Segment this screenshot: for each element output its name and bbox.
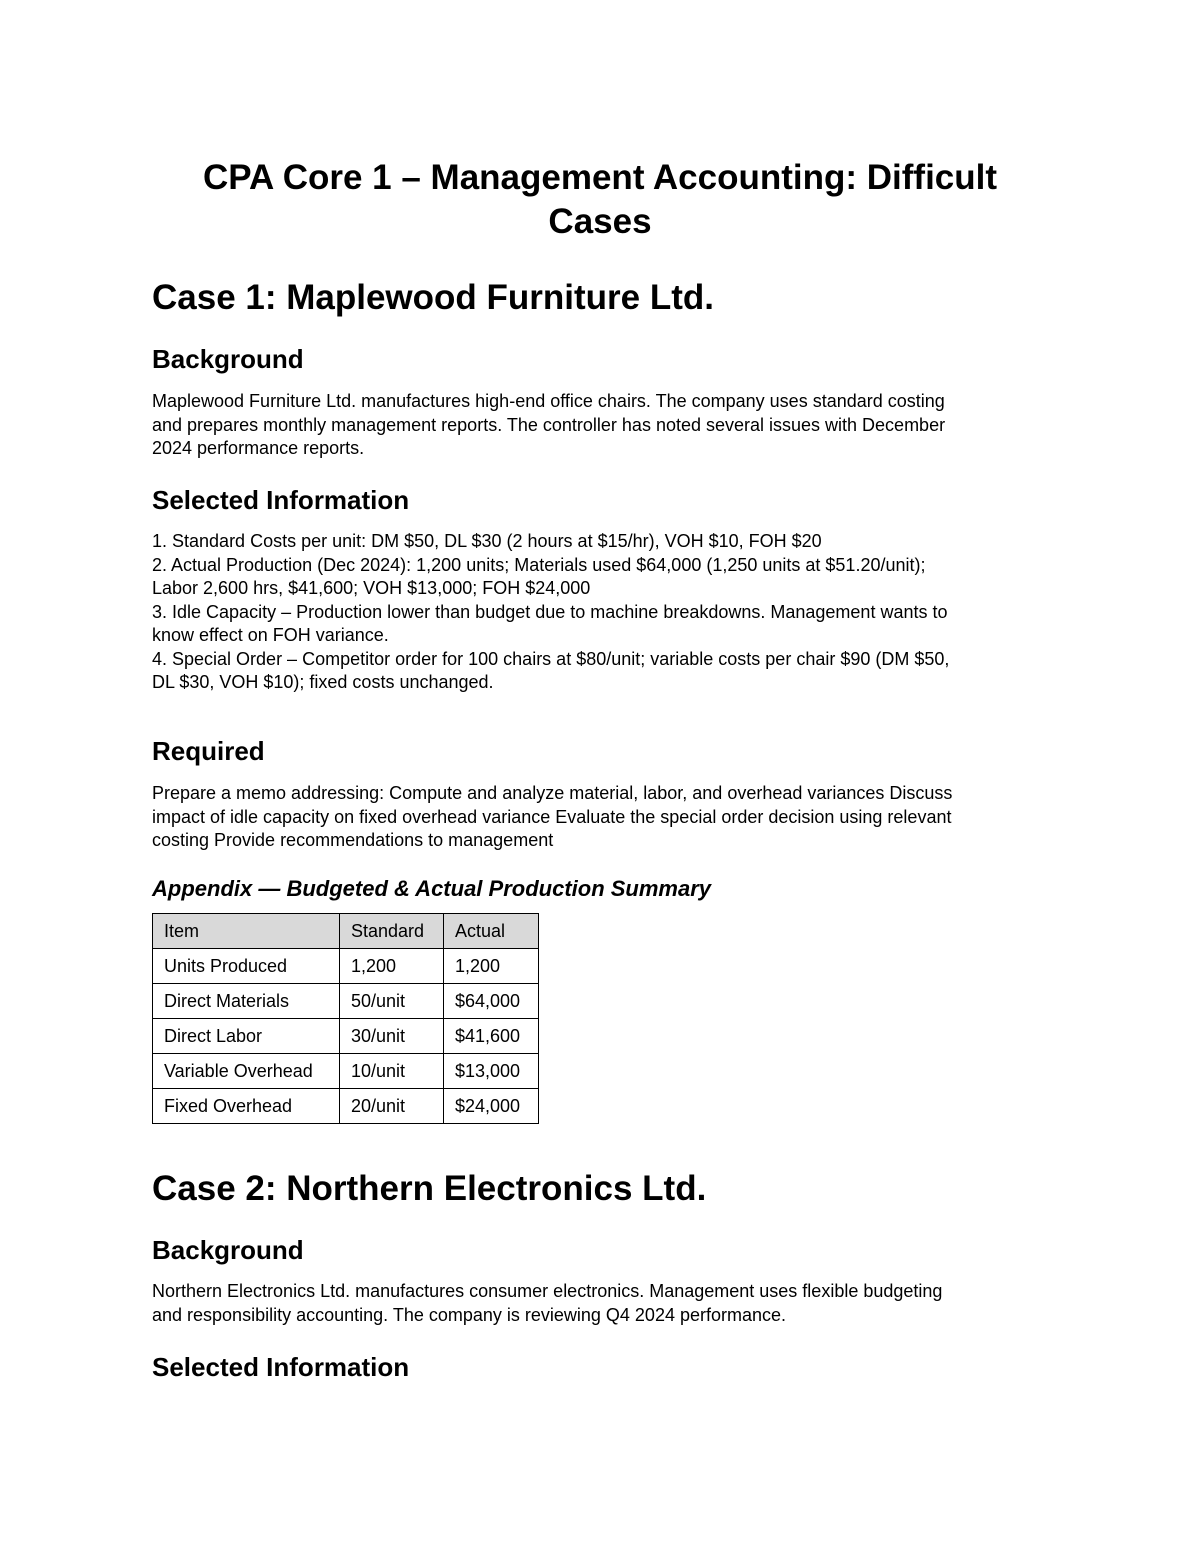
case2-heading: Case 2: Northern Electronics Ltd. xyxy=(152,1169,707,1208)
case1-required-heading: Required xyxy=(152,736,265,766)
required-line: impact of idle capacity on fixed overhead variance Evaluate the special order decision using relevant xyxy=(152,806,952,827)
table-row xyxy=(153,1019,539,1054)
selected-info-line: 4. Special Order – Competitor order for 100 chairs at $80/unit; variable costs per chair $90 (DM $50, xyxy=(152,648,950,669)
selected-info-line: 2. Actual Production (Dec 2024): 1,200 units; Materials used $64,000 (1,250 units at $51.20/unit); xyxy=(152,554,926,575)
table-cell: 1,200 xyxy=(444,949,539,984)
table-cell: $13,000 xyxy=(444,1054,539,1089)
case2-background-line: and responsibility accounting. The company is reviewing Q4 2024 performance. xyxy=(152,1304,787,1325)
table-cell: 30/unit xyxy=(340,1019,444,1054)
table-cell: Direct Materials xyxy=(153,984,340,1019)
table-cell: Direct Labor xyxy=(153,1019,340,1054)
table-cell: 10/unit xyxy=(340,1054,444,1089)
case2-selected-heading: Selected Information xyxy=(152,1352,410,1382)
case1-selected-list xyxy=(152,530,1032,695)
case1-background-line: and prepares monthly management reports. The controller has noted several issues with December xyxy=(152,414,946,435)
case2-background-text xyxy=(152,1280,1032,1327)
case1-required-text xyxy=(152,782,1032,853)
production-summary-table xyxy=(152,913,539,1124)
case2-background-heading: Background xyxy=(152,1235,304,1265)
table-row xyxy=(153,949,539,984)
table-cell: $24,000 xyxy=(444,1089,539,1124)
table-cell: 1,200 xyxy=(340,949,444,984)
table-header-cell: Standard xyxy=(340,914,444,949)
case2-background-line: Northern Electronics Ltd. manufactures consumer electronics. Management uses flexible budgeting xyxy=(152,1281,943,1301)
table-header-cell: Item xyxy=(153,914,340,949)
required-line: Prepare a memo addressing: Compute and analyze material, labor, and overhead variances Discuss xyxy=(152,783,953,803)
case1-heading: Case 1: Maplewood Furniture Ltd. xyxy=(152,278,714,317)
table-cell: Variable Overhead xyxy=(153,1054,340,1089)
table-header-cell: Actual xyxy=(444,914,539,949)
table-cell: Units Produced xyxy=(153,949,340,984)
selected-info-line: DL $30, VOH $10); fixed costs unchanged. xyxy=(152,672,494,692)
appendix-heading: Appendix — Budgeted & Actual Production Summary xyxy=(152,876,712,901)
table-row xyxy=(153,1054,539,1089)
case1-background-text xyxy=(152,390,1032,461)
selected-info-line: Labor 2,600 hrs, $41,600; VOH $13,000; FOH $24,000 xyxy=(152,578,591,598)
table-cell: $41,600 xyxy=(444,1019,539,1054)
document-title-line-1: CPA Core 1 – Management Accounting: Difficult xyxy=(202,158,998,197)
table-cell: $64,000 xyxy=(444,984,539,1019)
case1-background-heading: Background xyxy=(152,344,304,374)
table-cell: 50/unit xyxy=(340,984,444,1019)
table-cell: 20/unit xyxy=(340,1089,444,1124)
table-cell: Fixed Overhead xyxy=(153,1089,340,1124)
required-line: costing Provide recommendations to management xyxy=(152,830,554,850)
case1-selected-heading: Selected Information xyxy=(152,485,410,515)
table-header-row xyxy=(153,914,539,949)
case1-background-line: 2024 performance reports. xyxy=(152,438,365,458)
table-row xyxy=(153,984,539,1019)
selected-info-line: 1. Standard Costs per unit: DM $50, DL $30 (2 hours at $15/hr), VOH $10, FOH $20 xyxy=(152,531,822,551)
case1-background-line: Maplewood Furniture Ltd. manufactures high-end office chairs. The company uses standard costing xyxy=(152,391,945,411)
table-row xyxy=(153,1089,539,1124)
document-title xyxy=(150,156,1050,244)
selected-info-line: know effect on FOH variance. xyxy=(152,625,389,645)
document-title-line-2: Cases xyxy=(548,202,652,241)
selected-info-line: 3. Idle Capacity – Production lower than budget due to machine breakdowns. Management wants to xyxy=(152,601,948,622)
